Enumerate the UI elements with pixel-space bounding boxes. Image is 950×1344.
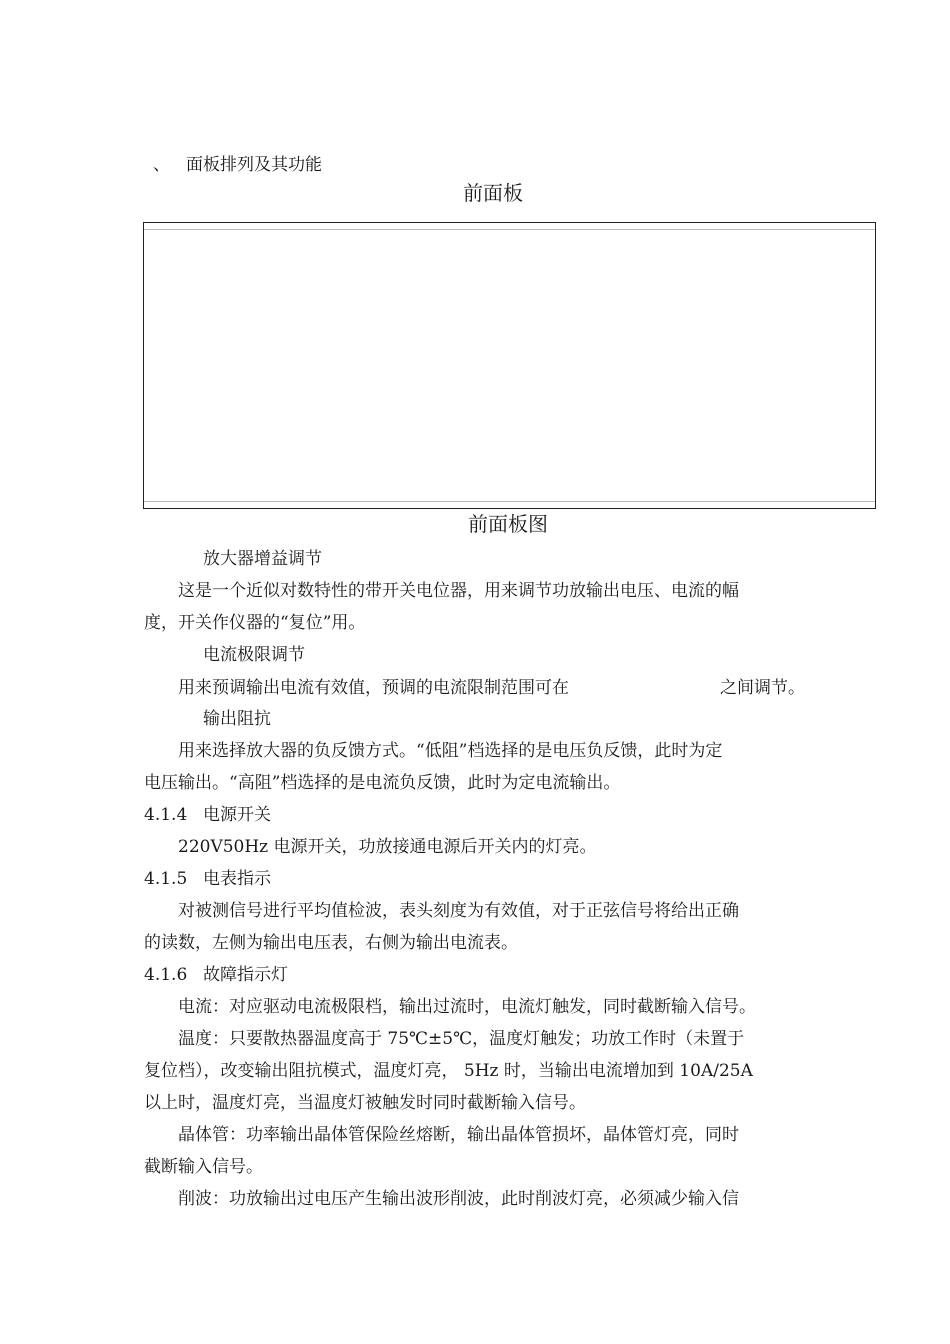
front-panel-figure (143, 222, 876, 509)
gain-text-line-1: 这是一个近似对数特性的带开关电位器，用来调节功放输出电压、电流的幅 (178, 581, 739, 601)
impedance-text-line-1: 用来选择放大器的负反馈方式。“低阻”档选择的是电压负反馈，此时为定 (178, 741, 723, 761)
fault-temp-line-1: 温度：只要散热器温度高于 75℃±5℃，温度灯触发；功放工作时（未置于 (178, 1029, 745, 1049)
limit-heading: 电流极限调节 (203, 645, 305, 665)
power-number: 4.1.4 (144, 805, 188, 825)
front-panel-title: 前面板 (463, 181, 523, 205)
meter-number: 4.1.5 (144, 869, 188, 889)
limit-text-a: 用来预调输出电流有效值，预调的电流限制范围可在 (178, 678, 569, 698)
fault-temp-line-2: 复位档），改变输出阻抗模式，温度灯亮， 5Hz 时，当输出电流增加到 10A/25A (144, 1061, 753, 1081)
fault-number: 4.1.6 (144, 965, 188, 985)
fault-temp-line-3: 以上时，温度灯亮，当温度灯被触发时同时截断输入信号。 (144, 1093, 586, 1113)
fault-transistor-line-1: 晶体管：功率输出晶体管保险丝熔断，输出晶体管损坏，晶体管灯亮，同时 (178, 1125, 739, 1145)
figure-caption: 前面板图 (468, 512, 548, 536)
gain-text-line-2: 度，开关作仪器的“复位”用。 (144, 613, 366, 633)
limit-text-b: 之间调节。 (720, 678, 805, 698)
fault-current-text: 电流：对应驱动电流极限档，输出过流时，电流灯触发，同时截断输入信号。 (178, 997, 756, 1017)
impedance-text-line-2: 电压输出。“高阻”档选择的是电流负反馈，此时为定电流输出。 (144, 773, 621, 793)
fault-transistor-line-2: 截断输入信号。 (144, 1157, 263, 1177)
impedance-heading: 输出阻抗 (203, 709, 271, 729)
fault-clip-line-1: 削波：功放输出过电压产生输出波形削波，此时削波灯亮，必须减少输入信 (178, 1189, 739, 1209)
meter-heading: 电表指示 (203, 869, 271, 889)
gain-heading: 放大器增益调节 (203, 549, 322, 569)
fault-heading: 故障指示灯 (203, 965, 288, 985)
power-heading: 电源开关 (203, 805, 271, 825)
meter-text-line-1: 对被测信号进行平均值检波，表头刻度为有效值，对于正弦信号将给出正确 (178, 901, 739, 921)
section-heading: 面板排列及其功能 (186, 155, 322, 175)
meter-text-line-2: 的读数，左侧为输出电压表，右侧为输出电流表。 (144, 933, 518, 953)
power-text-line-1: 220V50Hz 电源开关，功放接通电源后开关内的灯亮。 (178, 837, 597, 857)
section-heading-mark: 、 (153, 155, 170, 175)
